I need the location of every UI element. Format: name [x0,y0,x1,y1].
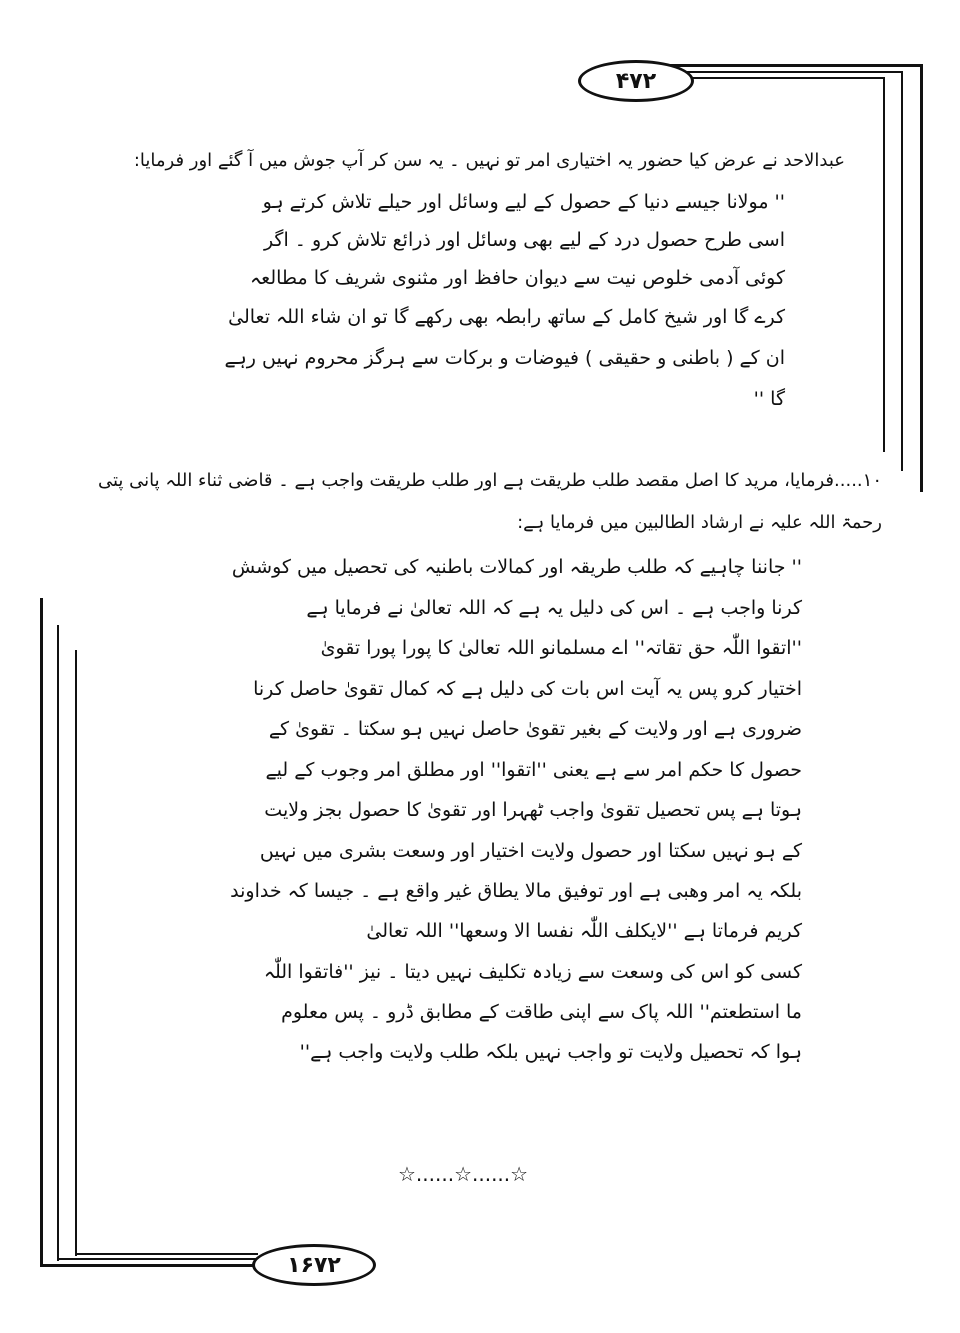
quote-2-line: کریم فرماتا ہے ''لایکلف اللّٰہ نفسا الا وسعھا'' اللہ تعالیٰ [366,920,802,942]
quote-1-line: '' مولانا جیسے دنیا کے حصول کے لیے وسائل اور حیلے تلاش کرتے ہو [262,191,785,213]
paragraph-2-intro-line: رحمۃ اللہ علیہ نے ارشاد الطالبین میں فرمایا ہے: [517,512,882,533]
frame-right-outer [920,64,923,492]
frame-left-mid [57,625,59,1261]
star-separator: ☆......☆......☆ [398,1162,529,1186]
paragraph-1-intro: عبدالاحد نے عرض کیا حضور یہ اختیاری امر تو نہیں ۔ یہ سن کر آپ جوش میں آ گئے اور فرمایا: [133,150,845,171]
frame-right-inner [883,77,885,452]
quote-1-line: اسی طرح حصول درد کے لیے بھی وسائل اور ذرائع تلاش کرو ۔ اگر [263,229,785,251]
quote-2-line: حصول کا حکم امر سے ہے یعنی ''اتقوا'' اور مطلق امر وجوب کے لیے [265,759,802,781]
quote-2-line: اختیار کرو پس یہ آیت اس بات کی دلیل ہے کہ کمال تقویٰ حاصل کرنا [253,678,802,700]
quote-2-line: '' جاننا چاہیے کہ طلب طریقہ اور کمالات باطنیہ کی تحصیل میں کوشش [231,556,802,578]
quote-1-line: گا '' [753,388,785,410]
quote-2-line: کرنا واجب ہے ۔ اس کی دلیل یہ ہے کہ اللہ تعالیٰ نے فرمایا ہے [306,597,802,619]
quote-2-line: کے ہو نہیں سکتا اور حصول ولایت اختیار اور وسعت بشری میں نہیں [259,840,802,862]
frame-left-inner [75,650,77,1256]
frame-bottom-outer [40,1264,258,1267]
quote-2-line: ہوتا ہے پس تحصیل تقویٰ واجب ٹھہرا اور تقویٰ کا حصول بجز ولایت [264,799,802,821]
header-page-number: ۴۷۲ [578,60,694,102]
frame-left-outer [40,598,43,1266]
frame-bottom-inner [75,1253,258,1255]
frame-bottom-mid [57,1258,258,1260]
quote-2-line: ''اتقوا اللّٰہ حق تقاتہ'' اے مسلمانو اللہ تعالیٰ کا پورا پورا تقویٰ [320,637,802,659]
quote-1-line: ان کے ( باطنی و حقیقی ) فیوضات و برکات سے ہرگز محروم نہیں رہے [224,347,785,369]
quote-2-line: بلکہ یہ امر وھبی ہے اور توفیق مالا یطاق غیر واقع ہے ۔ جیسا کہ خداوند [230,880,802,902]
frame-right-mid [901,71,903,471]
paragraph-2-intro-line: ۱۰.....فرمایا، مرید کا اصل مقصد طلب طریقت ہے اور طلب طریقت واجب ہے ۔ قاضی ثناء اللہ پانی پتی [97,470,882,491]
quote-2-line: ما استطعتم'' اللہ پاک سے اپنی طاقت کے مطابق ڈرو ۔ پس معلوم [281,1001,802,1023]
footer-page-number: ۱۶۷۲ [252,1244,376,1286]
quote-1-line: کوئی آدمی خلوص نیت سے دیوان حافظ اور مثنوی شریف کا مطالعہ [250,267,785,289]
quote-2-line: ہوا کہ تحصیل ولایت تو واجب نہیں بلکہ طلب ولایت واجب ہے'' [299,1041,802,1063]
frame-top-outer [658,64,923,67]
frame-top-mid [658,71,903,73]
quote-1-line: کرے گا اور شیخ کامل کے ساتھ رابطہ بھی رکھے گا تو ان شاء اللہ تعالیٰ [228,306,785,328]
quote-2-line: کسی کو اس کی وسعت سے زیادہ تکلیف نہیں دیتا ۔ نیز ''فاتقوا اللّٰہ [263,961,802,983]
quote-2-line: ضروری ہے اور ولایت کے بغیر تقویٰ حاصل نہیں ہو سکتا ۔ تقویٰ کے [268,718,802,740]
